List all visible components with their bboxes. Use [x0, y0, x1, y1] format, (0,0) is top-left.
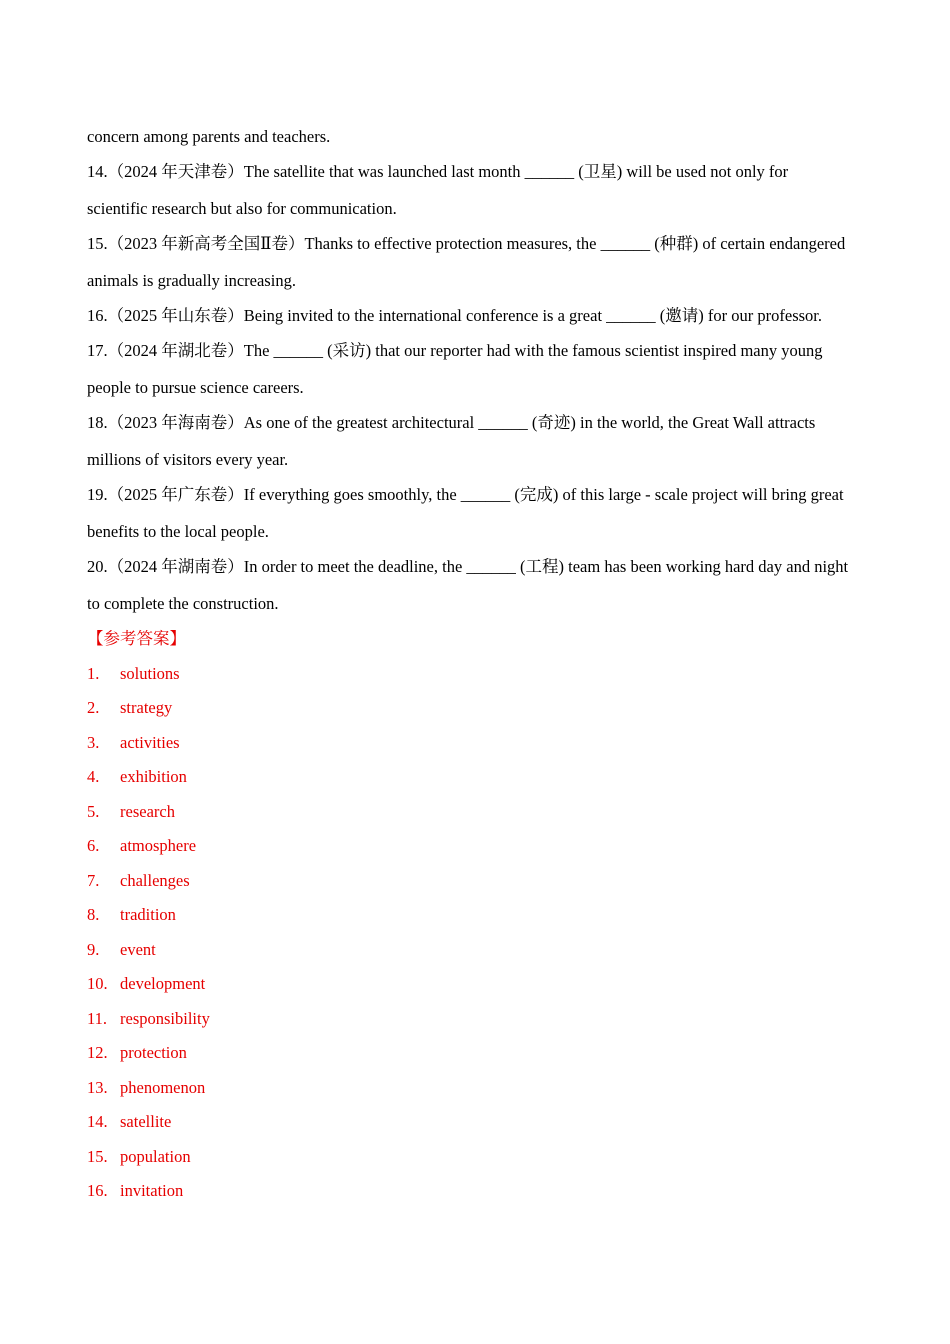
answer-word: exhibition: [120, 767, 187, 786]
question-15-line-1: 15.（2023 年新高考全国Ⅱ卷）Thanks to effective protection measures, the ______ (种群) of certain endangered: [87, 234, 846, 253]
question-20-line-2: to complete the construction.: [87, 594, 279, 613]
answer-word: atmosphere: [120, 836, 197, 855]
answers-heading: 【参考答案】: [87, 629, 186, 648]
answer-number: 1.: [87, 663, 100, 683]
page-content: [87, 124, 867, 1213]
answer-item: [87, 868, 867, 894]
answer-number: 3.: [87, 732, 100, 752]
question-15-line-2: animals is gradually increasing.: [87, 271, 296, 290]
answer-item: [87, 833, 867, 859]
question-14-line-2: scientific research but also for communication.: [87, 199, 397, 218]
question-16: [87, 303, 867, 329]
question-17: [87, 338, 867, 401]
answer-number: 10.: [87, 974, 108, 993]
answer-number: 16.: [87, 1181, 108, 1200]
answer-number: 8.: [87, 905, 100, 924]
answer-number: 7.: [87, 870, 100, 890]
answer-number: 14.: [87, 1112, 108, 1131]
question-20-line-1: 20.（2024 年湖南卷）In order to meet the deadline, the ______ (工程) team has been working hard day and night: [87, 557, 849, 576]
answer-word: solutions: [120, 663, 180, 683]
question-15: [87, 231, 867, 294]
answer-item: [87, 799, 867, 825]
question-20: [87, 554, 867, 617]
answer-item: [87, 1109, 867, 1135]
answer-word: responsibility: [120, 1008, 210, 1028]
answer-number: 2.: [87, 698, 100, 717]
answer-item: [87, 1144, 867, 1170]
answer-word: protection: [120, 1043, 187, 1062]
answer-number: 5.: [87, 801, 100, 821]
answer-item: [87, 1040, 867, 1066]
question-13-continuation: concern among parents and teachers.: [87, 127, 331, 146]
answer-word: population: [120, 1146, 191, 1166]
question-19-line-1: 19.（2025 年广东卷）If everything goes smoothly, the ______ (完成) of this large - scale project will bring great: [87, 485, 844, 504]
answer-number: 9.: [87, 939, 100, 959]
answer-item: [87, 695, 867, 721]
answer-number: 12.: [87, 1043, 108, 1062]
answer-number: 13.: [87, 1077, 108, 1097]
answer-item: [87, 1075, 867, 1101]
question-18: [87, 410, 867, 473]
answer-item: [87, 1178, 867, 1204]
answer-item: [87, 902, 867, 928]
question-18-line-2: millions of visitors every year.: [87, 450, 289, 469]
question-17-line-1: 17.（2024 年湖北卷）The ______ (采访) that our reporter had with the famous scientist inspired many young: [87, 341, 823, 360]
question-19-line-2: benefits to the local people.: [87, 522, 269, 541]
answer-item: [87, 661, 867, 687]
answer-word: satellite: [120, 1112, 172, 1131]
answer-word: strategy: [120, 698, 173, 717]
question-14: [87, 159, 867, 222]
answer-word: invitation: [120, 1181, 184, 1200]
answer-word: challenges: [120, 870, 190, 890]
answer-word: development: [120, 974, 206, 993]
answer-number: 4.: [87, 767, 100, 786]
answer-number: 6.: [87, 836, 100, 855]
answer-word: activities: [120, 732, 180, 752]
answer-list: [87, 661, 867, 1205]
question-14-line-1: 14.（2024 年天津卷）The satellite that was launched last month ______ (卫星) will be used not only for: [87, 162, 789, 181]
question-16-line-1: 16.（2025 年山东卷）Being invited to the international conference is a great ______ (邀请) for our professor.: [87, 306, 822, 325]
question-19: [87, 482, 867, 545]
answer-number: 15.: [87, 1146, 108, 1166]
answer-word: phenomenon: [120, 1077, 206, 1097]
answer-word: research: [120, 801, 175, 821]
answer-item: [87, 937, 867, 963]
answer-item: [87, 1006, 867, 1032]
answer-item: [87, 764, 867, 790]
question-17-line-2: people to pursue science careers.: [87, 378, 304, 397]
answer-word: event: [120, 939, 156, 959]
answer-item: [87, 730, 867, 756]
answer-word: tradition: [120, 905, 176, 924]
answer-number: 11.: [87, 1008, 108, 1028]
question-18-line-1: 18.（2023 年海南卷）As one of the greatest architectural ______ (奇迹) in the world, the Great Wall attracts: [87, 413, 816, 432]
answer-item: [87, 971, 867, 997]
